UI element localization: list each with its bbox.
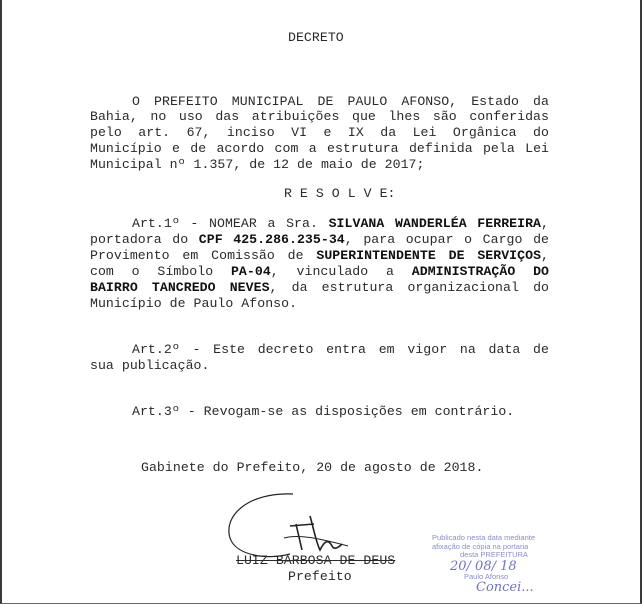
art1-line-1 <box>132 216 549 231</box>
art1-estrutura: , da estrutura organizacional do <box>269 280 549 295</box>
art1-line-6: Município de Paulo Afonso. <box>90 296 298 311</box>
art1-text-5 <box>90 280 549 295</box>
administration-name-2: BAIRRO TANCREDO NEVES <box>90 280 270 295</box>
stamp-line-3: desta PREFEITURA <box>460 550 528 559</box>
closing-line: Gabinete do Prefeito, 20 de agosto de 2018. <box>141 460 484 475</box>
art1-text-2 <box>90 232 549 247</box>
preamble-text-1: O PREFEITO MUNICIPAL DE PAULO AFONSO, Estado da <box>132 94 549 109</box>
art1-line-5 <box>90 280 549 295</box>
stamp-line-4: Paulo Afonso <box>464 571 509 581</box>
signatory-role: Prefeito <box>288 569 352 584</box>
preamble-line-1 <box>132 94 549 109</box>
publication-stamp <box>432 534 552 604</box>
preamble-line-4 <box>90 141 549 156</box>
art1-ocupar: , para ocupar o Cargo de <box>344 232 550 247</box>
art1-text-3 <box>90 248 549 263</box>
document-title: DECRETO <box>288 30 344 45</box>
administration-name-1: ADMINISTRAÇÃO DO <box>411 264 550 279</box>
resolve-heading: R E S O L V E: <box>284 186 396 201</box>
preamble-text-3: pelo art. 67, inciso VI e IX da Lei Orgânica do <box>90 125 549 140</box>
art3-line: Art.3º - Revogam-se as disposições em contrário. <box>132 404 515 419</box>
art2-text-1: Art.2º - Este decreto entra em vigor na data de <box>132 342 549 357</box>
stamp-date: 20/ 08/ 18 <box>450 558 517 574</box>
art1-simbolo: com o Símbolo <box>90 264 231 279</box>
position-symbol: PA-04 <box>230 264 271 279</box>
preamble-line-5: Municipal nº 1.357, de 12 de maio de 2017; <box>90 157 425 172</box>
art2-line-2: sua publicação. <box>90 358 210 373</box>
position-title: SUPERINTENDENTE DE SERVIÇOS <box>316 248 542 263</box>
preamble-line-3 <box>90 125 549 140</box>
preamble-text-2: Bahia, no uso das atribuições que lhes são conferidas <box>90 109 549 124</box>
art1-portadora: portadora do <box>90 232 199 247</box>
stamp-line-1: Publicado nesta data mediante <box>432 533 535 542</box>
art1-comma-2: , <box>541 248 549 263</box>
signatory-name: LUIZ BARBOSA DE DEUS <box>236 553 396 568</box>
art1-line-2 <box>90 232 549 247</box>
art2-line-1 <box>132 342 549 357</box>
art1-vinculado: , vinculado a <box>270 264 412 279</box>
art1-intro: Art.1º - NOMEAR a Sra. <box>132 216 329 231</box>
preamble-line-2 <box>90 109 549 124</box>
preamble-text-4: Município e de acordo com a estrutura definida pela Lei <box>90 141 549 156</box>
art1-line-3 <box>90 248 549 263</box>
stamp-signature: Concei... <box>476 580 534 595</box>
art1-line-4 <box>90 264 549 279</box>
stamp-line-2: afixação de cópia na portaria <box>432 541 529 551</box>
art1-provimento: Provimento em Comissão de <box>90 248 317 263</box>
nominee-cpf: CPF 425.286.235-34 <box>198 232 345 247</box>
art1-comma: , <box>541 216 549 231</box>
art1-text-1 <box>132 216 549 231</box>
nominee-name: SILVANA WANDERLÉA FERREIRA <box>328 216 542 231</box>
art1-text-4 <box>90 264 549 279</box>
